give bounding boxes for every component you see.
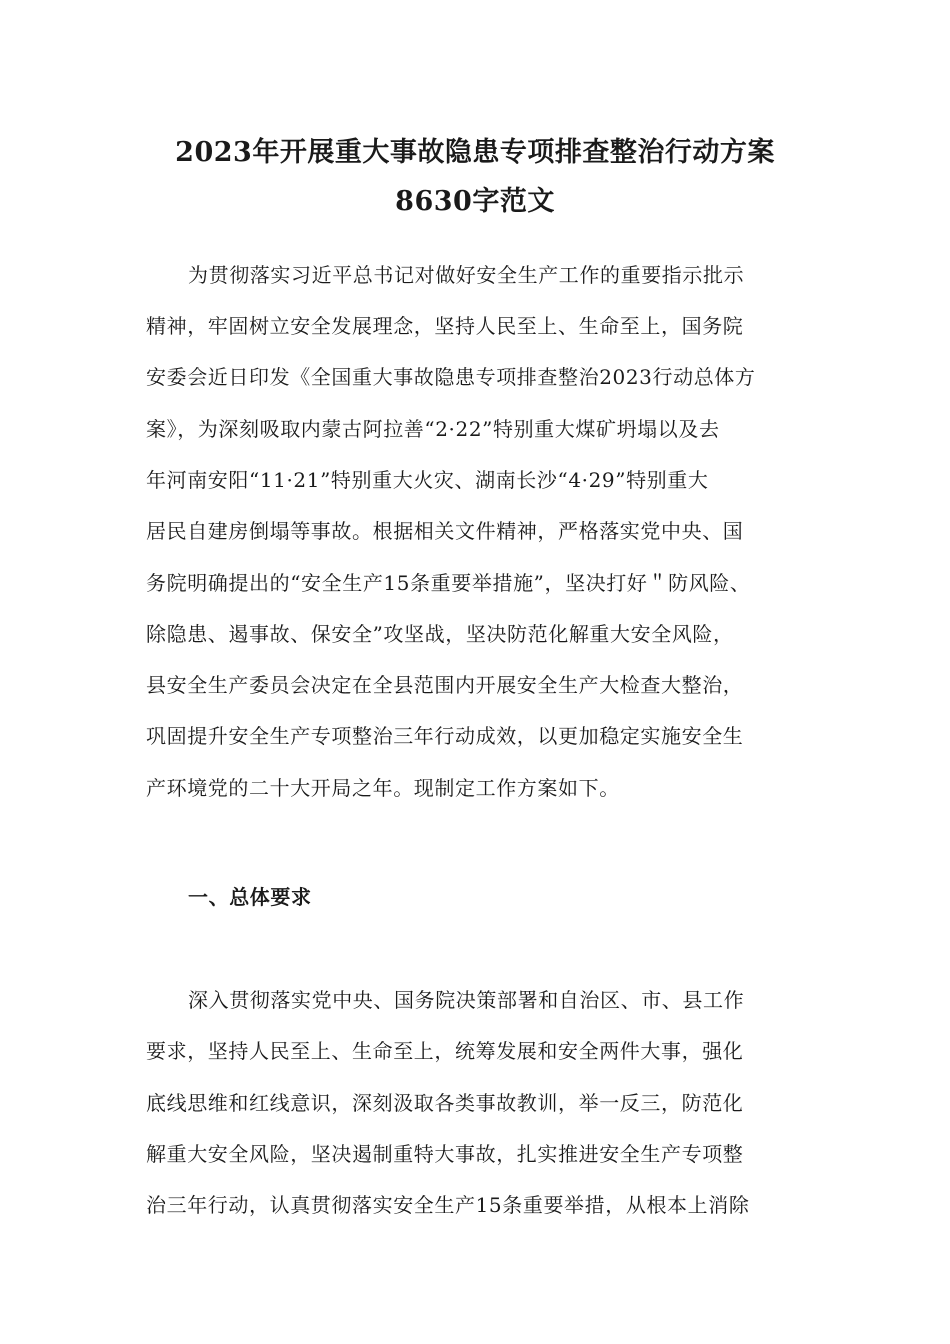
document-title-line-1: 2023年开展重大事故隐患专项排查整治行动方案 <box>175 137 775 168</box>
paragraph-line: 县安全生产委员会决定在全县范围内开展安全生产大检查大整治， <box>146 673 744 697</box>
paragraph-line: 除隐患、遏事故、保安全”攻坚战，坚决防范化解重大安全风险， <box>146 622 734 646</box>
paragraph-line: 居民自建房倒塌等事故。根据相关文件精神，严格落实党中央、国 <box>146 519 744 543</box>
paragraph-line: 产环境党的二十大开局之年。现制定工作方案如下。 <box>146 776 620 800</box>
paragraph-line: 精神，牢固树立安全发展理念，坚持人民至上、生命至上，国务院 <box>146 314 744 338</box>
paragraph-line: 治三年行动，认真贯彻落实安全生产15条重要举措，从根本上消除 <box>146 1193 750 1217</box>
paragraph-line: 底线思维和红线意识，深刻汲取各类事故教训，举一反三，防范化 <box>146 1091 744 1115</box>
paragraph-line: 案》，为深刻吸取内蒙古阿拉善“2·22”特别重大煤矿坍塌以及去 <box>146 417 720 441</box>
paragraph-line: 要求，坚持人民至上、生命至上，统筹发展和安全两件大事，强化 <box>146 1039 744 1063</box>
document-title-line-2: 8630字范文 <box>395 186 555 217</box>
section-heading-overall-requirements: 一、总体要求 <box>188 885 312 909</box>
paragraph-line: 年河南安阳“11·21”特别重大火灾、湖南长沙“4·29”特别重大 <box>146 468 709 492</box>
paragraph-line: 深入贯彻落实党中央、国务院决策部署和自治区、市、县工作 <box>188 988 745 1012</box>
paragraph-line: 解重大安全风险，坚决遏制重特大事故，扎实推进安全生产专项整 <box>146 1142 744 1166</box>
paragraph-line: 务院明确提出的“安全生产15条重要举措施”，坚决打好＂防风险、 <box>146 571 751 595</box>
paragraph-line: 安委会近日印发《全国重大事故隐患专项排查整治2023行动总体方 <box>146 365 756 389</box>
paragraph-line: 巩固提升安全生产专项整治三年行动成效，以更加稳定实施安全生 <box>146 724 744 748</box>
paragraph-line: 为贯彻落实习近平总书记对做好安全生产工作的重要指示批示 <box>188 263 745 287</box>
